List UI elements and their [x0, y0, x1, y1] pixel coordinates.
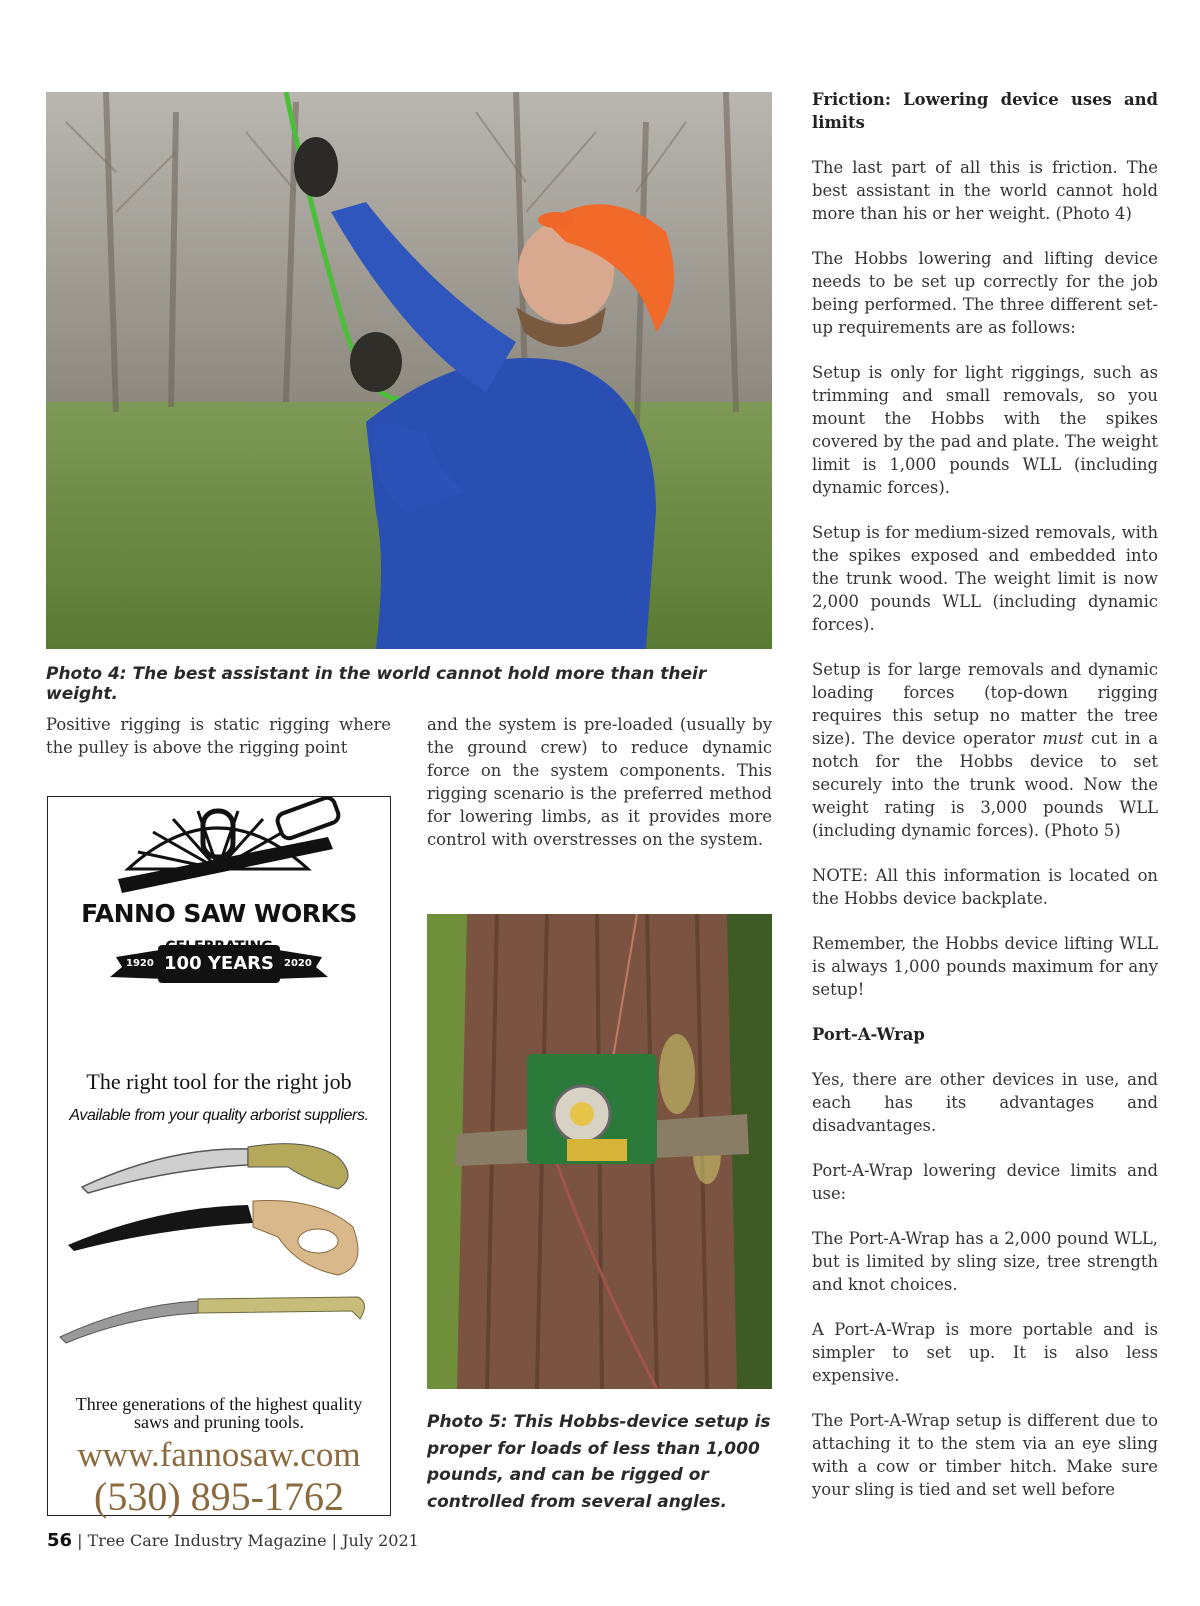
- paragraph: A Port-A-Wrap is more portable and is simpler to set up. It is also less expensive.: [812, 1320, 1158, 1385]
- paragraph: The Port-A-Wrap setup is different due to attaching it to the stem via an eye sling with a cow or timber hitch. Make sure your sling is tied and set well before: [812, 1411, 1158, 1499]
- photo-4-caption: Photo 4: The best assistant in the world cannot hold more than their weight.: [46, 664, 707, 704]
- photo-4: [46, 92, 772, 649]
- photo-5-caption: Photo 5: This Hobbs-device setup is proper for loads of less than 1,000 pounds, and can be rigged or controlled from several angles.: [427, 1412, 771, 1512]
- footer-publication: | Tree Care Industry Magazine | July 2021: [72, 1531, 419, 1550]
- ad-website-link[interactable]: www.fannosaw.com: [77, 1435, 361, 1474]
- emphasis-must: must: [1042, 729, 1084, 748]
- right-column: [812, 88, 1158, 1523]
- text-run: cut in a notch for the Hobbs device to set securely into the trunk wood. Now the weight rating is 3,000 pounds WLL (including dynamic forces). (Photo 5): [812, 729, 1158, 840]
- paragraph: The Port-A-Wrap has a 2,000 pound WLL, but is limited by sling size, tree strength and knot choices.: [812, 1229, 1158, 1294]
- ad-phone-number[interactable]: (530) 895-1762: [94, 1474, 344, 1519]
- section-heading-friction: Friction: Lowering device uses and limits: [812, 90, 1158, 132]
- photo-5-image: [427, 914, 772, 1389]
- paragraph: Setup is only for light riggings, such as trimming and small removals, so you mount the Hobbs with the spikes covered by the pad and plate. The weight limit is 1,000 pounds WLL (including dynamic forces).: [812, 363, 1158, 497]
- page-number: 56: [47, 1530, 73, 1551]
- left-column-paragraph: Positive rigging is static rigging where the pulley is above the rigging point: [46, 715, 391, 757]
- paragraph: Port-A-Wrap lowering device limits and use:: [812, 1161, 1158, 1203]
- paragraph: The last part of all this is friction. The best assistant in the world cannot hold more than his or her weight. (Photo 4): [812, 158, 1158, 223]
- ad-tagline: The right tool for the right job: [86, 1069, 352, 1094]
- ad-subtagline: Available from your quality arborist suppliers.: [69, 1107, 369, 1124]
- ad-brand-name: FANNO SAW WORKS: [81, 899, 357, 928]
- page-footer: [47, 1530, 419, 1551]
- ad-100-years: 100 YEARS: [164, 953, 274, 974]
- paragraph: Yes, there are other devices in use, and each has its advantages and disadvantages.: [812, 1070, 1158, 1135]
- paragraph: [812, 658, 1158, 842]
- paragraph: Setup is for medium-sized removals, with the spikes exposed and embedded into the trunk wood. The weight limit is now 2,000 pounds WLL (including dynamic forces).: [812, 523, 1158, 634]
- ad-generations-text: Three generations of the highest quality saws and pruning tools.: [75, 1394, 363, 1432]
- photo-4-image: [46, 92, 772, 649]
- ad-year-start: 1920: [126, 958, 154, 969]
- ad-year-end: 2020: [284, 958, 312, 969]
- middle-column-paragraph: and the system is pre-loaded (usually by the ground crew) to reduce dynamic force on the system components. This rigging scenario is the preferred method for lowering limbs, as it provides more control with overstresses on the system.: [427, 715, 772, 849]
- paragraph: The Hobbs lowering and lifting device needs to be set up correctly for the job being performed. The three different set-up requirements are as follows:: [812, 249, 1158, 337]
- section-heading-port-a-wrap: Port-A-Wrap: [812, 1025, 925, 1044]
- fanno-saw-advertisement[interactable]: [47, 796, 391, 1519]
- text-run: Setup is for large removals and dynamic loading forces (top-down rigging requires this setup no matter the tree size). The device operator: [812, 660, 1158, 748]
- photo-5: [427, 914, 772, 1389]
- paragraph: Remember, the Hobbs device lifting WLL is always 1,000 pounds maximum for any setup!: [812, 934, 1158, 999]
- paragraph: NOTE: All this information is located on the Hobbs device backplate.: [812, 866, 1158, 908]
- ad-celebrating-label: CELEBRATING: [165, 939, 273, 955]
